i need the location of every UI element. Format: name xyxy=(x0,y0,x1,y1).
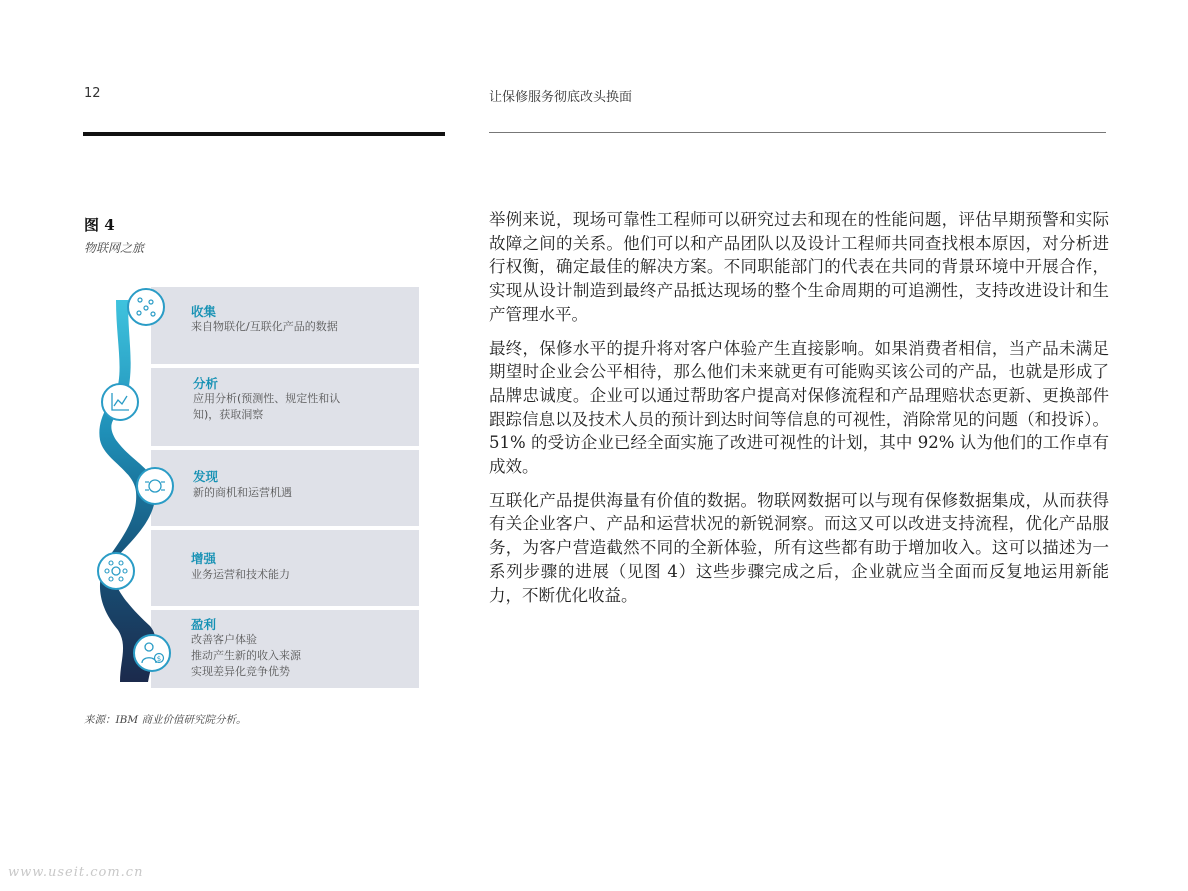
step-title-enhance: 增强 xyxy=(191,551,217,566)
step-desc-line: 改善客户体验 xyxy=(191,633,257,646)
body-paragraph: 互联化产品提供海量有价值的数据。物联网数据可以与现有保修数据集成，从而获得有关企业客户、产品和运营状况的新锐洞察。而这又可以改进支持流程，优化产品服务，为客户营造截然不同的全新体验，所有这些都有助于增加收入。这可以描述为一系列步骤的进展（见图 4）这些步骤完成之后，企业就应当全面而反复地运用新能力，不断优化收益。 xyxy=(489,490,1109,605)
step-title-analyze: 分析 xyxy=(193,376,219,391)
step-desc-line: 应用分析(预测性、规定性和认 xyxy=(193,392,341,405)
discover-circuit-icon xyxy=(136,467,174,505)
profit-person-dollar-icon xyxy=(133,634,171,672)
svg-text:$: $ xyxy=(156,655,162,663)
step-desc-line: 实现差异化竞争优势 xyxy=(191,665,290,678)
step-title-collect: 收集 xyxy=(191,304,217,319)
step-title-discover: 发现 xyxy=(193,469,219,484)
running-title: 让保修服务彻底改头换面 xyxy=(489,90,633,105)
figure-label: 图 4 xyxy=(84,216,115,234)
step-desc-line: 推动产生新的收入来源 xyxy=(191,649,301,662)
step-desc-analyze xyxy=(193,391,408,423)
body-text xyxy=(489,208,1109,617)
analytics-chart-icon xyxy=(101,383,139,421)
figure-source: 来源：IBM 商业价值研究院分析。 xyxy=(84,714,247,726)
body-paragraph: 最终，保修水平的提升将对客户体验产生直接影响。如果消费者相信，当产品未满足期望时企业会公平相待，那么他们未来就更有可能购买该公司的产品，也就是形成了品牌忠诚度。企业可以通过帮助客户提高对保修流程和产品理赔状态更新、更换部件跟踪信息以及技术人员的预计到达时间等信息的可视性，消除常见的问题（和投诉）。51% 的受访企业已经全面实施了改进可视性的计划，其中 92% 认为他们的工作卓有成效。 xyxy=(489,338,1109,477)
step-desc-line: 新的商机和运营机遇 xyxy=(193,486,292,499)
step-desc-collect xyxy=(191,319,406,335)
step-desc-discover xyxy=(193,485,408,501)
figure-subtitle: 物联网之旅 xyxy=(84,241,145,255)
step-desc-line: 来自物联化/互联化产品的数据 xyxy=(191,320,338,333)
page-number: 12 xyxy=(84,86,101,101)
step-title-profit: 盈利 xyxy=(191,617,217,632)
step-desc-line: 业务运营和技术能力 xyxy=(191,568,290,581)
collect-dots-icon xyxy=(127,288,165,326)
step-desc-line: 知)，获取洞察 xyxy=(193,408,264,421)
watermark: www.useit.com.cn xyxy=(8,865,144,880)
body-paragraph: 举例来说，现场可靠性工程师可以研究过去和现在的性能问题，评估早期预警和实际故障之间的关系。他们可以和产品团队以及设计工程师共同查找根本原因，对分析进行权衡，确定最佳的解决方案。不同职能部门的代表在共同的背景环境中开展合作，实现从设计制造到最终产品抵达现场的整个生命周期的可追溯性，支持改进设计和生产管理水平。 xyxy=(489,210,1109,324)
network-hub-icon xyxy=(97,552,135,590)
step-desc-enhance xyxy=(191,567,406,583)
step-desc-profit xyxy=(191,632,406,680)
